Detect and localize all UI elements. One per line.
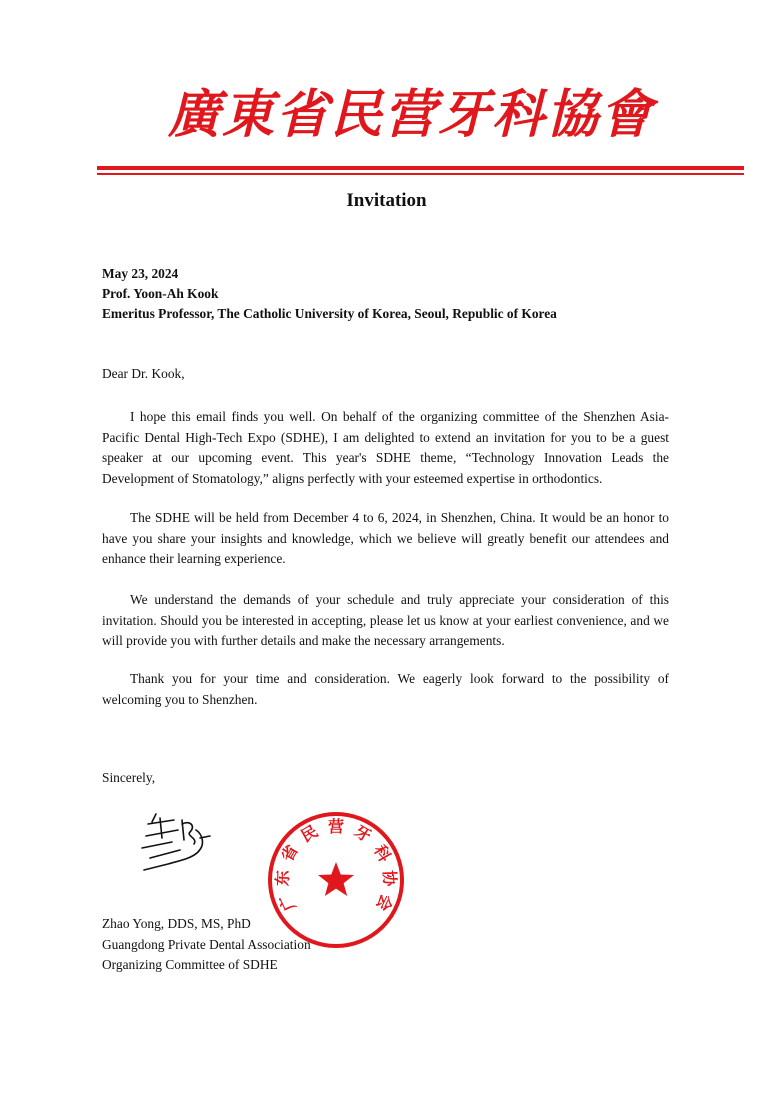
signer-committee: Organizing Committee of SDHE <box>102 957 278 972</box>
svg-text:科: 科 <box>370 841 395 865</box>
svg-text:东: 东 <box>272 869 293 887</box>
letterhead-rule-thick <box>97 166 744 170</box>
paragraph-event-details: The SDHE will be held from December 4 to 6, 2024, in Shenzhen, China. It would be an honor to have you share your insights and knowledge, which we believe will greatly benefit our attendees and enhance their learning experience. <box>102 510 669 566</box>
letter-date: May 23, 2024 <box>102 266 179 281</box>
recipient-affiliation: Emeritus Professor, The Catholic University of Korea, Seoul, Republic of Korea <box>102 306 557 321</box>
signer-block <box>102 914 311 976</box>
signer-name: Zhao Yong, DDS, MS, PhD <box>102 916 251 931</box>
svg-text:协: 协 <box>379 869 400 887</box>
closing: Sincerely, <box>102 770 156 785</box>
paragraph-intro: I hope this email finds you well. On behalf of the organizing committee of the Shenzhen Asia-Pacific Dental High-Tech Expo (SDHE), I am delighted to extend an invitation for you to be a guest speaker at our upcoming event. This year's SDHE theme, “Technology Innovation Leads the Development of Stomatology,” aligns perfectly with your esteemed expertise in orthodontics. <box>102 409 669 486</box>
document-title: Invitation <box>346 190 427 211</box>
svg-text:民: 民 <box>297 821 321 846</box>
paragraph-request: We understand the demands of your schedule and truly appreciate your consideration of this invitation. Should you be interested in accepting, please let us know at your earliest convenience, and we will provide you with further details and make the necessary arrangements. <box>102 592 669 648</box>
svg-text:营: 营 <box>327 817 345 836</box>
paragraph-thanks: Thank you for your time and consideration. We eagerly look forward to the possibility of welcoming you to Shenzhen. <box>102 671 669 707</box>
svg-text:广: 广 <box>275 891 300 914</box>
svg-text:牙: 牙 <box>351 821 375 846</box>
handwritten-signature <box>138 800 218 875</box>
salutation: Dear Dr. Kook, <box>102 366 185 381</box>
svg-text:会: 会 <box>372 891 397 914</box>
recipient-name: Prof. Yoon-Ah Kook <box>102 286 219 301</box>
signer-organization: Guangdong Private Dental Association <box>102 936 311 952</box>
recipient-block <box>102 264 557 324</box>
letterhead-rule-thin <box>97 173 744 175</box>
letterhead-logo: 廣東省民营牙科協會 <box>168 84 655 145</box>
svg-text:省: 省 <box>277 841 302 865</box>
